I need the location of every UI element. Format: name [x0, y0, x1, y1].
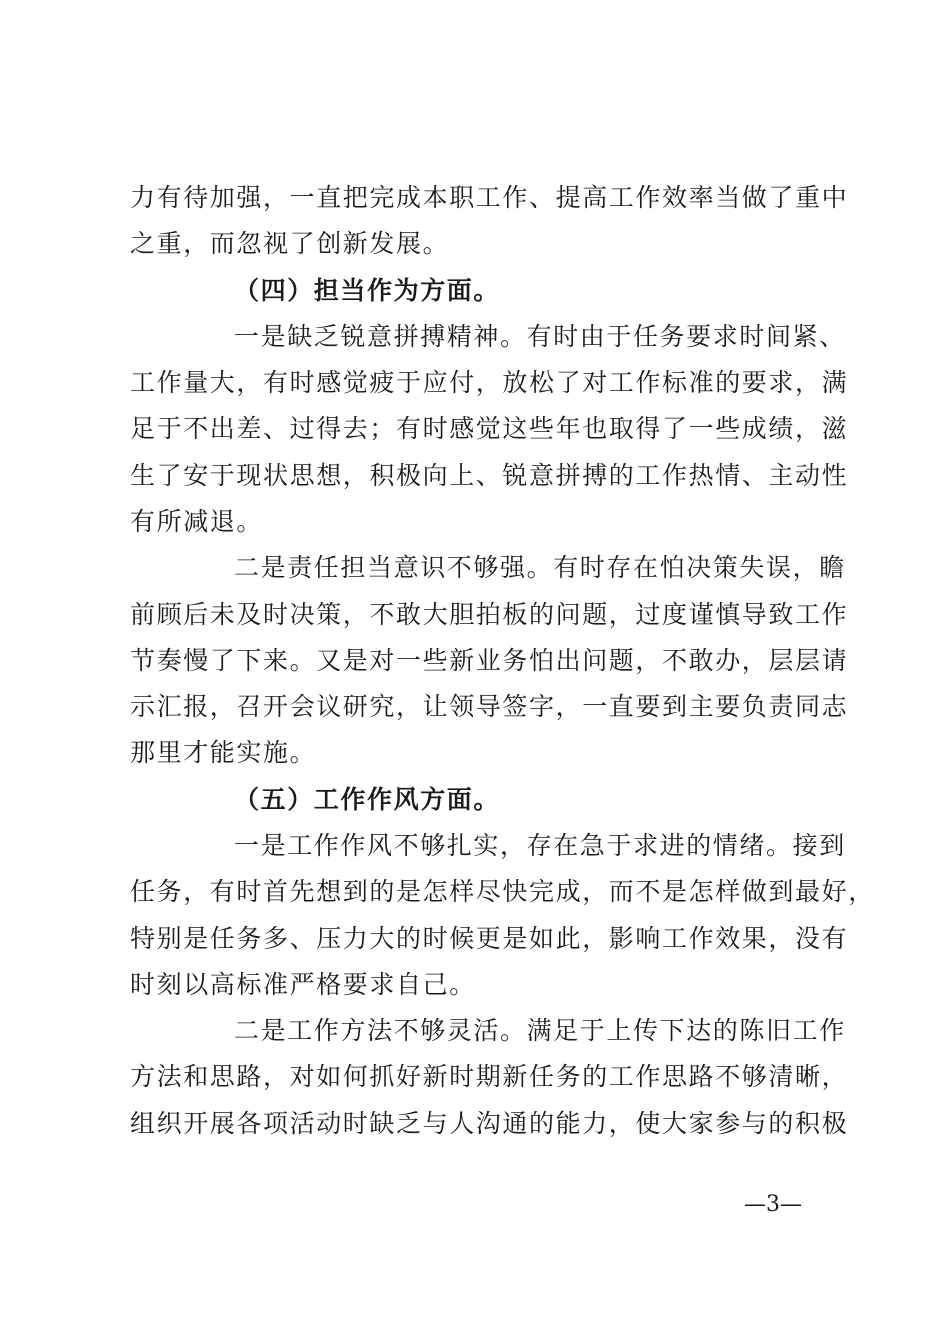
section-heading-4: （四）担当作为方面。 [234, 276, 501, 305]
text-line: 之重，而忽视了创新发展。 [130, 229, 450, 258]
text-line: 二是工作方法不够灵活。满足于上传下达的陈旧工作 [234, 1016, 846, 1045]
text-line: 任务，有时首先想到的是怎样尽快完成，而不是怎样做到最好， [130, 877, 875, 906]
text-line: 工作量大，有时感觉疲于应付，放松了对工作标准的要求，满 [130, 368, 849, 397]
text-line: 方法和思路，对如何抓好新时期新任务的工作思路不够清晰， [130, 1062, 849, 1091]
text-line: 生了安于现状思想，积极向上、锐意拼搏的工作热情、主动性 [130, 461, 849, 490]
text-line: 力有待加强，一直把完成本职工作、提高工作效率当做了重中 [130, 183, 849, 212]
section-heading-5: （五）工作作风方面。 [234, 785, 501, 814]
text-line: 时刻以高标准严格要求自己。 [130, 970, 476, 999]
text-line: 足于不出差、过得去；有时感觉这些年也取得了一些成绩，滋 [130, 414, 849, 443]
page-number: —3— [744, 1192, 802, 1217]
text-line: 二是责任担当意识不够强。有时存在怕决策失误，瞻 [234, 553, 846, 582]
text-line: 节奏慢了下来。又是对一些新业务怕出问题，不敢办，层层请 [130, 646, 849, 675]
text-line: 那里才能实施。 [130, 738, 317, 767]
text-line: 一是工作作风不够扎实，存在急于求进的情绪。接到 [234, 831, 846, 860]
text-line: 特别是任务多、压力大的时候更是如此，影响工作效果，没有 [130, 924, 849, 953]
text-line: 前顾后未及时决策，不敢大胆拍板的问题，过度谨慎导致工作 [130, 600, 849, 629]
text-line: 示汇报，召开会议研究，让领导签字，一直要到主要负责同志 [130, 692, 849, 721]
text-line: 有所减退。 [130, 507, 264, 536]
text-line: 组织开展各项活动时缺乏与人沟通的能力，使大家参与的积极 [130, 1109, 849, 1138]
text-line: 一是缺乏锐意拼搏精神。有时由于任务要求时间紧、 [234, 322, 846, 351]
